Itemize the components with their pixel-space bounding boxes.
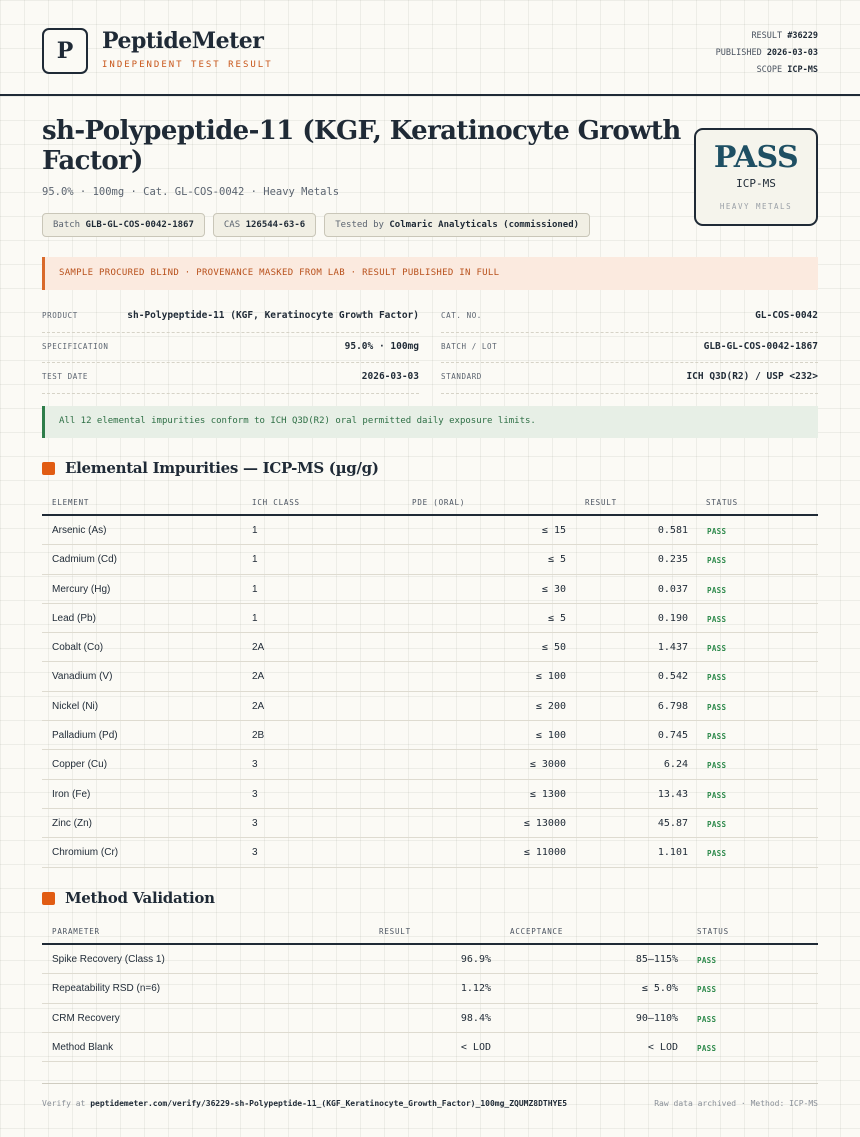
tested-by-label: Tested by [335,220,384,230]
cell-pde: ≤ 1300 [529,788,566,800]
status-badge: PASS [707,556,727,566]
product-subtitle: 95.0% · 100mg · Cat. GL-COS-0042 · Heavy Metals [42,186,340,198]
col-pde: PDE (ORAL) [412,498,466,507]
cell-parameter: CRM Recovery [52,1012,120,1024]
cell-element: Vanadium (V) [52,671,113,683]
cas-chip-label: CAS [223,220,241,230]
cell-pde: ≤ 30 [541,583,566,595]
col-status: STATUS [697,927,729,936]
col-status: STATUS [706,498,738,507]
verify-label: Verify at [42,1099,86,1108]
cell-element: Palladium (Pd) [52,730,118,742]
info-row-specification [42,333,419,364]
info-label: SPECIFICATION [42,341,109,351]
published-label: PUBLISHED [715,48,762,58]
table-row [42,780,818,809]
table-row [42,545,818,574]
scope-label: SCOPE [756,65,783,75]
cell-pde: ≤ 15 [541,525,566,536]
cell-result: 1.12% [460,983,491,995]
status-badge: PASS [707,614,727,624]
result-label: RESULT [751,31,783,41]
cell-pde: ≤ 50 [541,642,566,654]
header-divider [0,94,860,96]
cell-pde: ≤ 3000 [529,759,566,771]
status-badge: PASS [707,644,727,654]
table-row [42,721,818,750]
info-row-cat-no [441,302,818,333]
tested-by-chip [324,213,590,237]
cell-acceptance: 85–115% [635,954,678,965]
col-result: RESULT [379,927,411,936]
footer-divider [42,1083,818,1084]
table-row [42,516,818,545]
footer-note: Raw data archived · Method: ICP-MS [654,1099,818,1108]
cell-result: 0.037 [657,583,688,595]
table-row [42,838,818,867]
status-badge: PASS [707,527,727,536]
info-row-product [42,302,419,333]
cell-result: 0.581 [657,525,688,536]
table-row [42,809,818,838]
info-value: 95.0% · 100mg [344,340,419,352]
col-parameter: PARAMETER [52,927,100,936]
cell-pde: ≤ 100 [535,730,566,742]
cell-result: 0.542 [657,671,688,683]
status-badge: PASS [697,1014,717,1024]
blind-sample-banner: SAMPLE PROCURED BLIND · PROVENANCE MASKED FROM LAB · RESULT PUBLISHED IN FULL [42,257,818,290]
cell-result: 0.745 [657,730,688,742]
cell-acceptance: 90–110% [635,1012,678,1024]
cell-element: Cadmium (Cd) [52,554,118,566]
status-badge: PASS [707,585,727,595]
brand-name: PeptideMeter [102,28,264,54]
col-element: ELEMENT [52,498,90,507]
table-header [42,493,818,516]
cell-element: Mercury (Hg) [52,583,111,595]
table-row [42,604,818,633]
cas-chip [213,213,316,237]
status-badge: PASS [697,985,717,995]
info-right [441,302,818,394]
impurities-body [42,516,818,868]
brand-tagline: INDEPENDENT TEST RESULT [102,60,273,70]
cell-ich-class: 3 [252,847,258,859]
table-row [42,692,818,721]
cell-element: Lead (Pb) [52,612,96,624]
cell-ich-class: 2A [252,642,265,654]
cell-pde: ≤ 13000 [523,817,566,829]
cell-pde: ≤ 11000 [523,847,566,859]
cell-parameter: Spike Recovery (Class 1) [52,954,165,965]
scope-value: ICP-MS [787,65,818,75]
col-ich-class: ICH CLASS [252,498,300,507]
info-row-standard [441,363,818,394]
validation-title: Method Validation [65,889,215,907]
info-label: STANDARD [441,372,482,381]
section-marker-icon [42,892,55,905]
impurities-table [42,493,818,868]
cell-ich-class: 1 [252,525,258,536]
table-row [42,974,818,1003]
status-badge: PASS [707,790,727,800]
col-acceptance: ACCEPTANCE [510,927,564,936]
col-result: RESULT [585,498,617,507]
table-row [42,750,818,779]
table-row [42,575,818,604]
table-row [42,945,818,974]
info-label: BATCH / LOT [441,341,498,351]
status-badge: PASS [707,732,727,742]
validation-heading [42,889,215,907]
status-badge: PASS [707,702,727,712]
cell-element: Iron (Fe) [52,788,91,800]
cell-element: Nickel (Ni) [52,700,99,712]
product-chips [42,213,590,237]
status-badge: PASS [707,819,727,829]
cell-pde: ≤ 100 [535,671,566,683]
impurities-title: Elemental Impurities — ICP-MS (µg/g) [65,459,379,477]
table-row [42,633,818,662]
table-header [42,922,818,945]
cell-ich-class: 2A [252,700,265,712]
table-row [42,662,818,691]
cell-element: Cobalt (Co) [52,642,104,654]
cell-result: 0.235 [657,554,688,566]
cell-parameter: Repeatability RSD (n=6) [52,983,161,995]
cell-ich-class: 2A [252,671,265,683]
cell-ich-class: 3 [252,759,258,771]
cell-result: 98.4% [460,1012,491,1024]
table-row [42,1033,818,1062]
impurities-heading [42,459,379,477]
batch-chip [42,213,205,237]
cell-ich-class: 1 [252,612,258,624]
cas-chip-value: 126544-63-6 [245,220,306,230]
conformance-banner: All 12 elemental impurities conform to ICH Q3D(R2) oral permitted daily exposure limits. [42,406,818,438]
validation-body [42,945,818,1062]
cell-element: Copper (Cu) [52,759,108,771]
info-value: GLB-GL-COS-0042-1867 [703,340,818,352]
info-label: CAT. NO. [441,311,482,320]
batch-chip-label: Batch [53,220,81,230]
cell-result: 96.9% [460,954,491,965]
cell-element: Arsenic (As) [52,525,107,536]
cell-result: < LOD [460,1041,491,1053]
cell-result: 13.43 [657,788,688,800]
section-marker-icon [42,462,55,475]
info-value: ICH Q3D(R2) / USP <232> [686,371,818,382]
cell-result: 1.437 [657,642,688,654]
cell-result: 1.101 [657,847,688,859]
published-date: 2026-03-03 [766,48,818,58]
cell-pde: ≤ 5 [547,554,566,566]
cell-ich-class: 3 [252,788,258,800]
verify-line [42,1099,567,1108]
cell-result: 6.798 [657,700,688,712]
cell-result: 0.190 [657,612,688,624]
result-id: #36229 [787,31,818,41]
status-badge: PASS [697,1043,717,1053]
info-label: TEST DATE [42,372,89,381]
cell-ich-class: 1 [252,583,258,595]
cell-pde: ≤ 5 [547,612,566,624]
cell-element: Chromium (Cr) [52,847,119,859]
verdict-word: PASS [713,140,799,175]
info-row-batch [441,333,818,364]
batch-chip-value: GLB-GL-COS-0042-1867 [85,220,194,230]
status-badge: PASS [697,956,717,965]
verdict-method: ICP-MS [736,177,776,190]
validation-table [42,922,818,1062]
status-badge: PASS [707,761,727,771]
cell-ich-class: 1 [252,554,258,566]
info-row-test-date [42,363,419,394]
info-value: sh-Polypeptide-11 (KGF, Keratinocyte Growth Factor) [127,310,419,321]
status-badge: PASS [707,673,727,683]
cell-ich-class: 3 [252,817,258,829]
cell-ich-class: 2B [252,730,265,742]
cell-acceptance: < LOD [647,1041,678,1053]
info-left [42,302,419,394]
info-label: PRODUCT [42,311,78,320]
verdict-badge [694,128,818,226]
cell-acceptance: ≤ 5.0% [641,983,678,995]
report-header [42,28,818,78]
result-meta [716,28,818,79]
verify-link[interactable]: peptidemeter.com/verify/36229-sh-Polypeptide-11_(KGF_Keratinocyte_Growth_Factor)_100mg_ZQUMZ8DTHYE5 [90,1099,568,1108]
verdict-scope: HEAVY METALS [719,202,793,211]
cell-pde: ≤ 200 [535,700,566,712]
tested-by-value: Colmaric Analyticals (commissioned) [389,220,580,230]
info-value: GL-COS-0042 [755,310,818,321]
cell-result: 6.24 [663,759,688,771]
cell-parameter: Method Blank [52,1041,114,1053]
cell-element: Zinc (Zn) [52,817,92,829]
brand-logo: P [42,28,88,74]
info-value: 2026-03-03 [361,371,419,382]
product-title: sh-Polypeptide-11 (KGF, Keratinocyte Growth Factor) [42,116,681,176]
cell-result: 45.87 [657,817,688,829]
status-badge: PASS [707,849,727,859]
table-row [42,1004,818,1033]
